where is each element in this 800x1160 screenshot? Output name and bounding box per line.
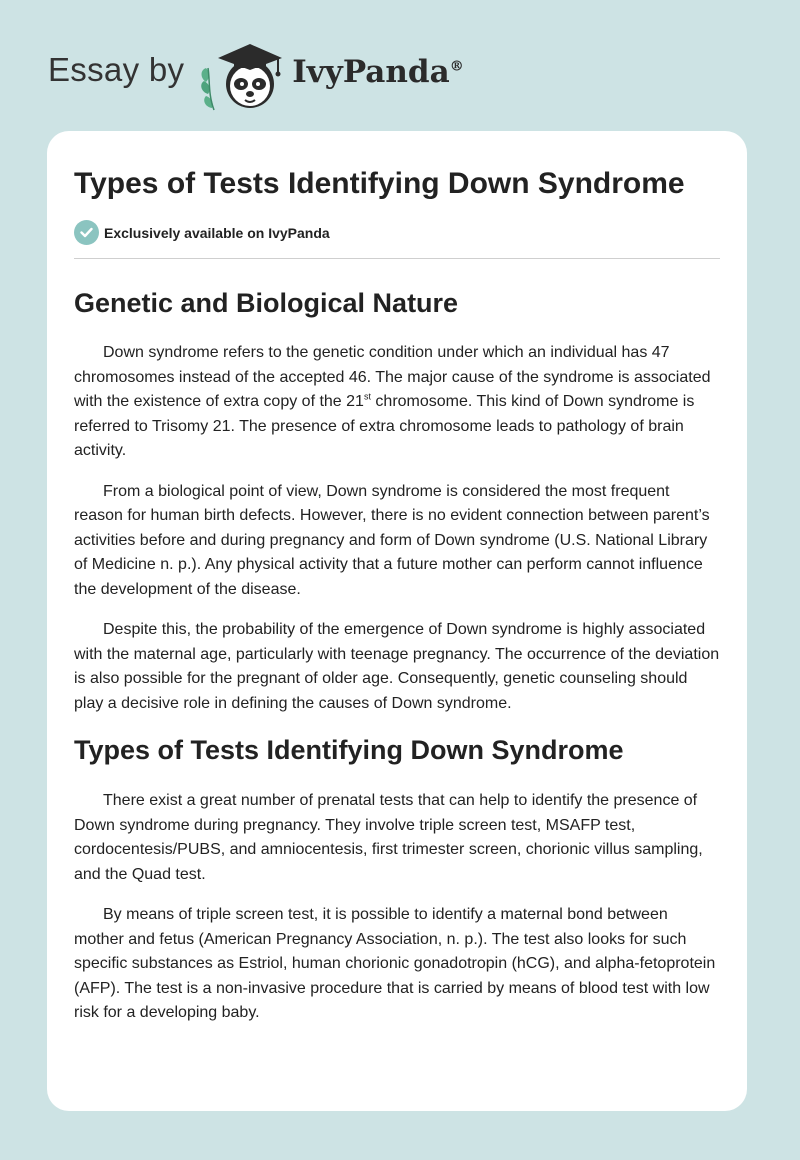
badge-text: Exclusively available on IvyPanda [104,224,330,241]
brand-name-text: IvyPanda [292,54,450,90]
exclusive-badge [74,220,720,245]
section-heading-genetic: Genetic and Biological Nature [74,288,459,318]
check-icon [74,220,99,245]
paragraph-text: chromosome. This kind of Down syndrome is referred to Trisomy 21. The presence of extra chromosome leads to pathology of brain activity. [74,393,695,459]
panda-logo-icon [198,34,290,114]
superscript: st [363,391,371,402]
section-heading-tests: Types of Tests Identifying Down Syndrome [74,735,624,765]
paragraph: By means of triple screen test, it is possible to identify a maternal bond between mother and fetus (American Pregnancy Association, n. p.). The test also looks for such specific substances as Estriol, human chorionic gonadotropin (hCG), and alpha-fetoprotein (AFP). The test is a non-invasive procedure that is carried by means of blood test with low risk for a developing baby. [74,906,716,1021]
registered-mark: ® [449,58,464,75]
brand-name [292,54,463,90]
brand-prefix: Essay by [48,51,185,88]
paragraph: There exist a great number of prenatal tests that can help to identify the presence of Down syndrome during pregnancy. They involve triple screen test, MSAFP test, cordocentesis/PUBS, and amniocentesis, first trimester screen, chorionic villus sampling, and the Quad test. [74,792,703,883]
divider [74,258,720,259]
paragraph: Despite this, the probability of the emergence of Down syndrome is highly associated with the maternal age, particularly with teenage pregnancy. The occurrence of the deviation is also possible for the pregnant of older age. Consequently, genetic counseling should play a decisive role in defining the causes of Down syndrome. [74,621,720,712]
paragraph [74,341,720,464]
page-title: Types of Tests Identifying Down Syndrome [74,167,685,200]
site-brand[interactable] [48,34,464,114]
paragraph-text: Down syndrome refers to the genetic condition under which an individual has 47 chromosomes instead of the accepted 46. The major cause of the syndrome is associated with the existence of extra copy of the 21 [74,344,711,410]
paragraph: From a biological point of view, Down syndrome is considered the most frequent reason for human birth defects. However, there is no evident connection between parent’s activities before and during pregnancy and form of Down syndrome (U.S. National Library of Medicine n. p.). Any physical activity that a future mother can perform cannot influence the development of the disease. [74,482,710,598]
essay-card [47,131,747,1111]
